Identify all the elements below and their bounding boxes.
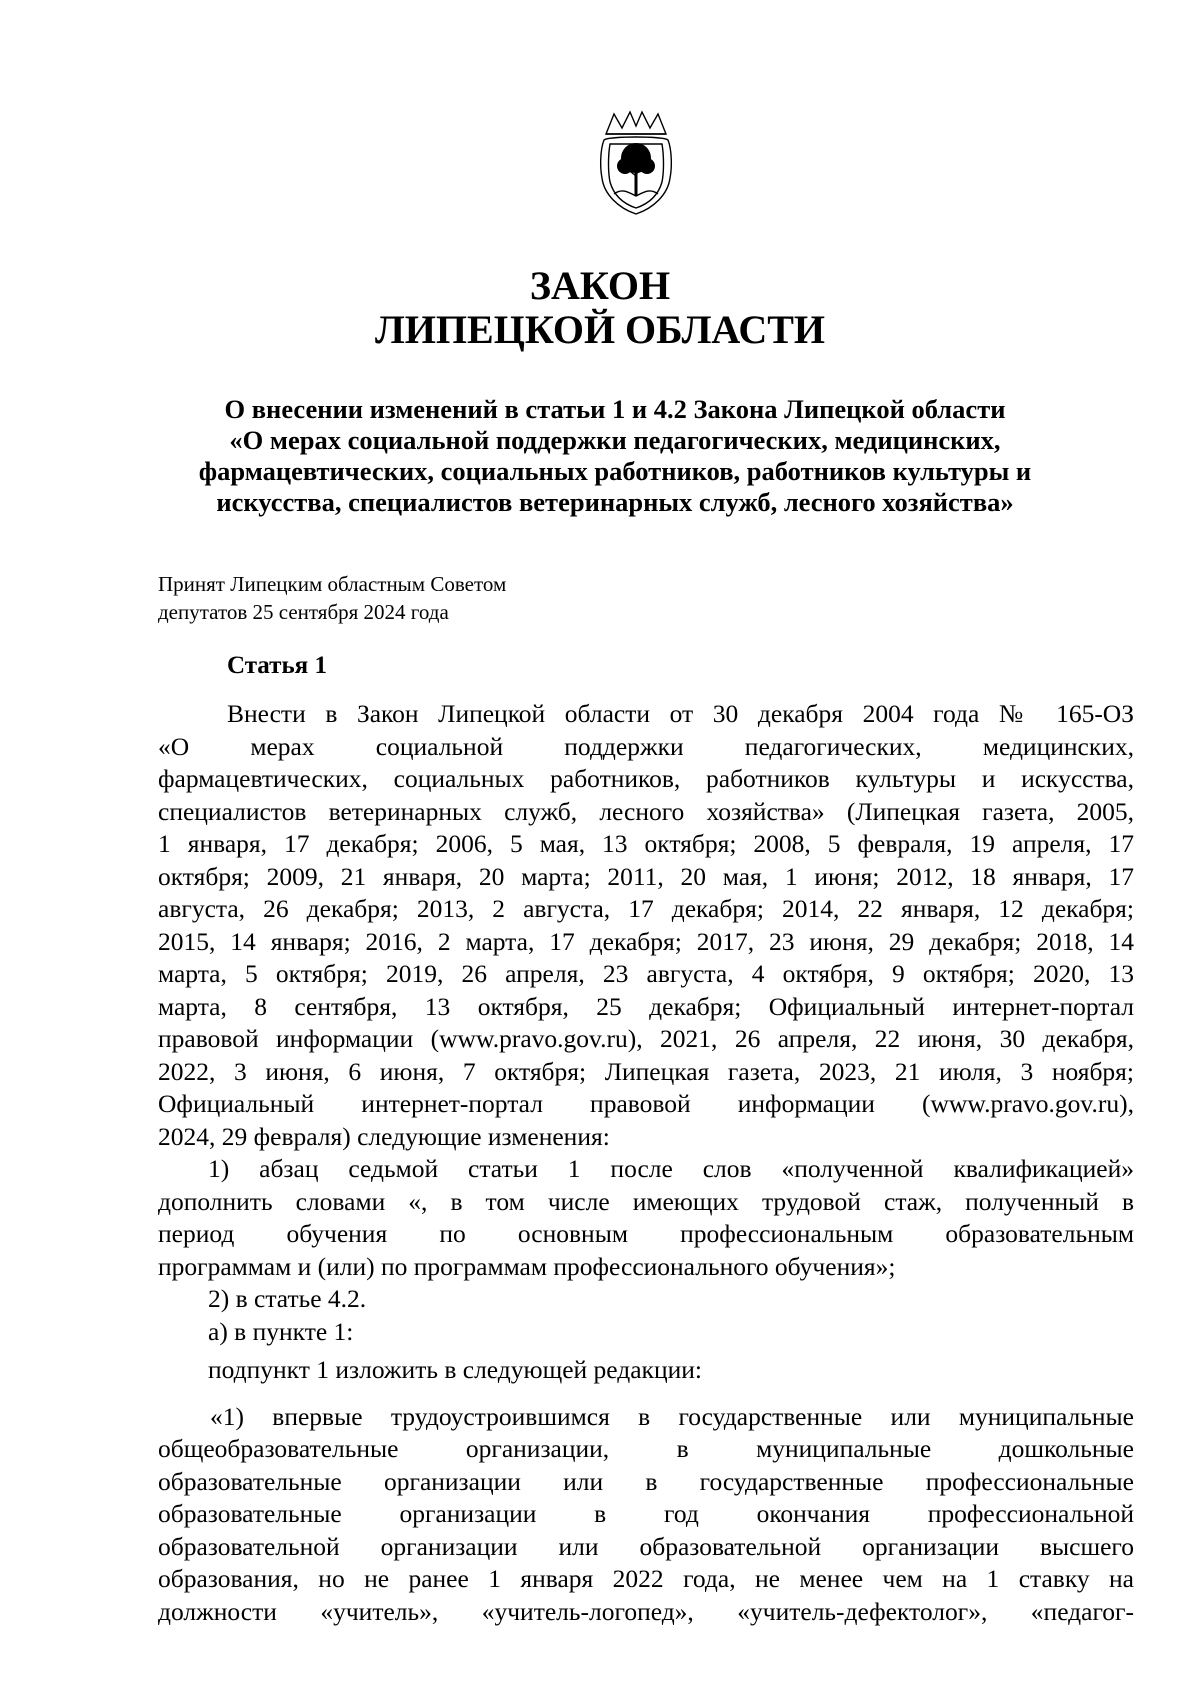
paragraph-line: 1 января, 17 декабря; 2006, 5 мая, 13 октября; 2008, 5 февраля, 19 апреля, 17	[158, 829, 1134, 858]
document-subtitle	[150, 394, 1080, 518]
paragraph-line: 2024, 29 февраля) следующие изменения:	[158, 1121, 610, 1151]
article-body	[158, 698, 1134, 1628]
item-line: 2) в статье 4.2.	[208, 1284, 367, 1313]
quote-line: образовательные организации или в государственные профессиональные	[158, 1466, 1134, 1496]
paragraph-line: специалистов ветеринарных служб, лесного хозяйства» (Липецкая газета, 2005,	[158, 796, 1134, 826]
item-line: программам и (или) по программам профессионального обучения»;	[158, 1251, 896, 1281]
subtitle-line: искусства, специалистов ветеринарных служб, лесного хозяйства»	[216, 487, 1014, 517]
paragraph-line: 2015, 14 января; 2016, 2 марта, 17 декабря; 2017, 23 июня, 29 декабря; 2018, 14	[158, 926, 1134, 956]
paragraph-line: фармацевтических, социальных работников, работников культуры и искусства,	[158, 764, 1134, 793]
document-title-line2: ЛИПЕЦКОЙ ОБЛАСТИ	[375, 307, 825, 352]
adoption-line: депутатов 25 сентября 2024 года	[158, 600, 449, 624]
quote-line: общеобразовательные организации, в муниципальные дошкольные	[158, 1434, 1134, 1463]
subtitle-line: «О мерах социальной поддержки педагогических, медицинских,	[229, 425, 1001, 455]
paragraph-line: Внести в Закон Липецкой области от 30 декабря 2004 года № 165-ОЗ	[227, 699, 1134, 728]
subtitle-line: О внесении изменений в статьи 1 и 4.2 Закона Липецкой области	[224, 394, 1006, 424]
article-heading: Статья 1	[227, 652, 327, 679]
subtitle-line: фармацевтических, социальных работников, работников культуры и	[198, 456, 1032, 486]
item-line: дополнить словами «, в том числе имеющих трудовой стаж, полученный в	[158, 1186, 1134, 1216]
quote-line: образовательной организации или образовательной организации высшего	[158, 1531, 1134, 1561]
paragraph-line: правовой информации (www.pravo.gov.ru), 2021, 26 апреля, 22 июня, 30 декабря,	[158, 1024, 1134, 1053]
paragraph-line: марта, 8 сентября, 13 октября, 25 декабря; Официальный интернет-портал	[158, 991, 1134, 1021]
quote-line: «1) впервые трудоустроившимся в государственные или муниципальные	[210, 1401, 1134, 1431]
quote-line: образовательные организации в год окончания профессиональной	[158, 1499, 1134, 1528]
quote-line: образования, но не ранее 1 января 2022 года, не менее чем на 1 ставку на	[158, 1564, 1134, 1593]
item-line: 1) абзац седьмой статьи 1 после слов «полученной квалификацией»	[208, 1154, 1134, 1183]
item-line: период обучения по основным профессиональным образовательным	[158, 1219, 1134, 1248]
document-title-line1: ЗАКОН	[529, 263, 671, 308]
adoption-note	[158, 570, 506, 626]
coat-of-arms-icon	[598, 110, 674, 216]
paragraph-line: октября; 2009, 21 января, 20 марта; 2011, 20 мая, 1 июня; 2012, 18 января, 17	[158, 861, 1134, 891]
paragraph-line: «О мерах социальной поддержки педагогических, медицинских,	[158, 731, 1134, 761]
adoption-line: Принят Липецким областным Советом	[158, 572, 507, 596]
paragraph-line: марта, 5 октября; 2019, 26 апреля, 23 августа, 4 октября, 9 октября; 2020, 13	[158, 959, 1134, 988]
paragraph-line: Официальный интернет-портал правовой информации (www.pravo.gov.ru),	[158, 1089, 1134, 1118]
paragraph-line: 2022, 3 июня, 6 июня, 7 октября; Липецкая газета, 2023, 21 июля, 3 ноября;	[158, 1056, 1134, 1086]
item-line: подпункт 1 изложить в следующей редакции:	[208, 1355, 702, 1384]
quote-line: должности «учитель», «учитель-логопед», «учитель-дефектолог», «педагог-	[158, 1596, 1134, 1626]
item-line: а) в пункте 1:	[208, 1316, 354, 1346]
paragraph-line: августа, 26 декабря; 2013, 2 августа, 17 декабря; 2014, 22 января, 12 декабря;	[158, 894, 1134, 923]
